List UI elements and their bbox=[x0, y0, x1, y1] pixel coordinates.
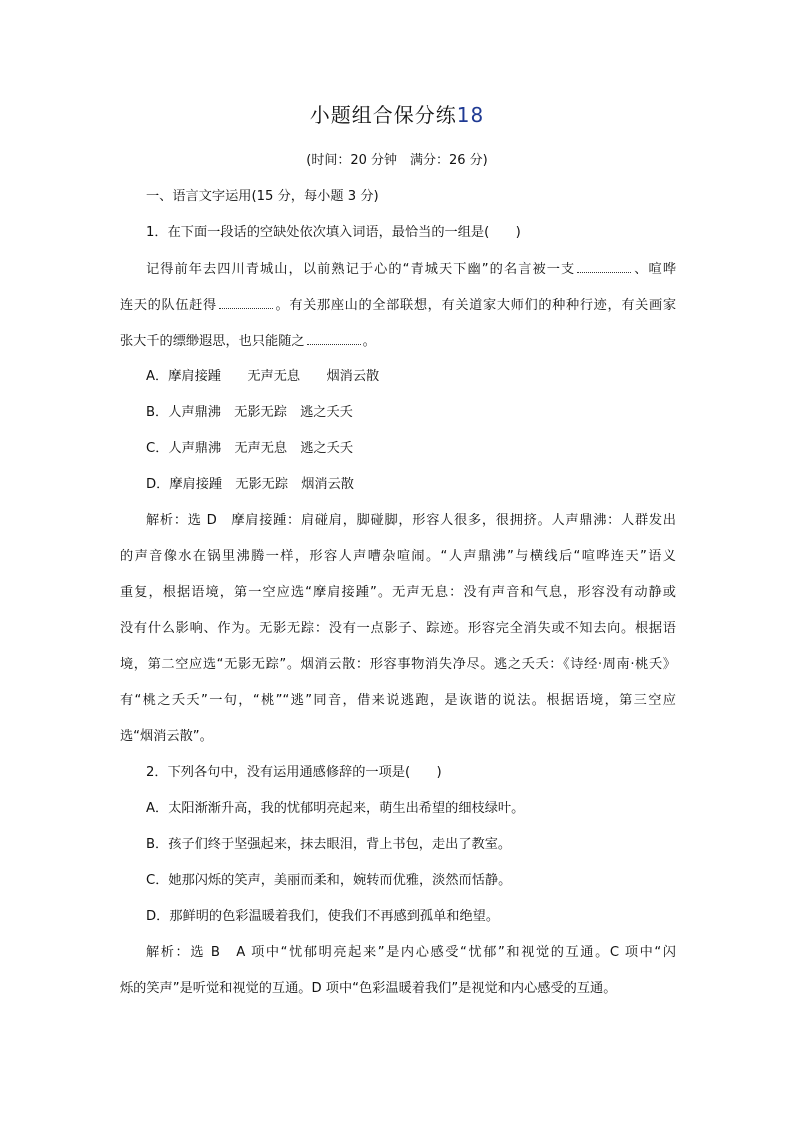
question-2-stem: 2．下列各句中，没有运用通感修辞的一项是( ) bbox=[146, 765, 442, 780]
question-1-analysis-line: 没有什么影响、作为。无影无踪：没有一点影子、踪迹。形容完全消失或不知去向。根据语 bbox=[120, 621, 676, 636]
question-1-option-b: B．人声鼎沸 无影无踪 逃之夭夭 bbox=[146, 405, 353, 420]
question-2-analysis-line: 烁的笑声”是听觉和视觉的互通。D 项中“色彩温暖着我们”是视觉和内心感受的互通。 bbox=[120, 981, 617, 996]
section-heading: 一、语言文字运用(15 分，每小题 3 分) bbox=[146, 189, 379, 204]
question-1-analysis-line: 有“桃之夭夭”一句，“桃”“逃”同音，借来说逃跑，是诙谐的说法。根据语境，第三空应 bbox=[120, 693, 676, 708]
question-2-analysis-line: 解析：选 B A 项中“忧郁明亮起来”是内心感受“忧郁”和视觉的互通。C 项中“闪 bbox=[146, 945, 676, 960]
passage-text: 、喧哗 bbox=[633, 262, 677, 277]
passage-text: 连天的队伍赶得 bbox=[120, 298, 217, 313]
question-1-analysis-line: 境，第二空应选“无影无踪”。烟消云散：形容事物消失净尽。逃之夭夭：《诗经·周南·桃夭》 bbox=[120, 657, 676, 672]
time-score-info: (时间：20 分钟 满分：26 分) bbox=[306, 153, 488, 168]
question-2-option-a: A．太阳渐渐升高，我的忧郁明亮起来，萌生出希望的细枝绿叶。 bbox=[146, 801, 525, 816]
question-1-passage-line-3 bbox=[120, 330, 676, 353]
question-2-option-d: D．那鲜明的色彩温暖着我们，使我们不再感到孤单和绝望。 bbox=[146, 909, 500, 924]
passage-text: 张大千的缥缈遐思，也只能随之 bbox=[120, 334, 305, 349]
question-1-option-a: A．摩肩接踵 无声无息 烟消云散 bbox=[146, 369, 380, 384]
question-1-option-c: C．人声鼎沸 无声无息 逃之夭夭 bbox=[146, 441, 354, 456]
fill-blank-3 bbox=[307, 330, 361, 345]
passage-text: 记得前年去四川青城山，以前熟记于心的“青城天下幽”的名言被一支 bbox=[146, 262, 576, 277]
question-2-option-c: C．她那闪烁的笑声，美丽而柔和，婉转而优雅，淡然而恬静。 bbox=[146, 873, 512, 888]
passage-text: 。 bbox=[362, 334, 376, 349]
page-title bbox=[0, 100, 794, 130]
question-1-analysis-line: 的声音像水在锅里沸腾一样，形容人声嘈杂喧闹。“人声鼎沸”与横线后“喧哗连天”语义 bbox=[120, 549, 676, 564]
question-1-analysis-line: 选“烟消云散”。 bbox=[120, 729, 213, 744]
question-2-option-b: B．孩子们终于坚强起来，抹去眼泪，背上书包，走出了教室。 bbox=[146, 837, 512, 852]
question-1-passage-line-2 bbox=[120, 294, 676, 317]
fill-blank-2 bbox=[219, 294, 273, 309]
question-1-stem: 1．在下面一段话的空缺处依次填入词语，最恰当的一组是( ) bbox=[146, 225, 521, 240]
fill-blank-1 bbox=[577, 258, 631, 273]
question-1-analysis-line: 重复，根据语境，第一空应选“摩肩接踵”。无声无息：没有声音和气息，形容没有动静或 bbox=[120, 585, 676, 600]
title-text: 小题组合保分练 bbox=[309, 103, 457, 127]
title-number: 18 bbox=[456, 103, 485, 127]
passage-text: 。有关那座山的全部联想，有关道家大师们的种种行迹，有关画家 bbox=[274, 298, 677, 313]
question-1-passage-line-1 bbox=[146, 258, 676, 281]
question-1-option-d: D．摩肩接踵 无影无踪 烟消云散 bbox=[146, 477, 354, 492]
question-1-analysis-line: 解析：选 D 摩肩接踵：肩碰肩，脚碰脚，形容人很多，很拥挤。人声鼎沸：人群发出 bbox=[146, 513, 676, 528]
